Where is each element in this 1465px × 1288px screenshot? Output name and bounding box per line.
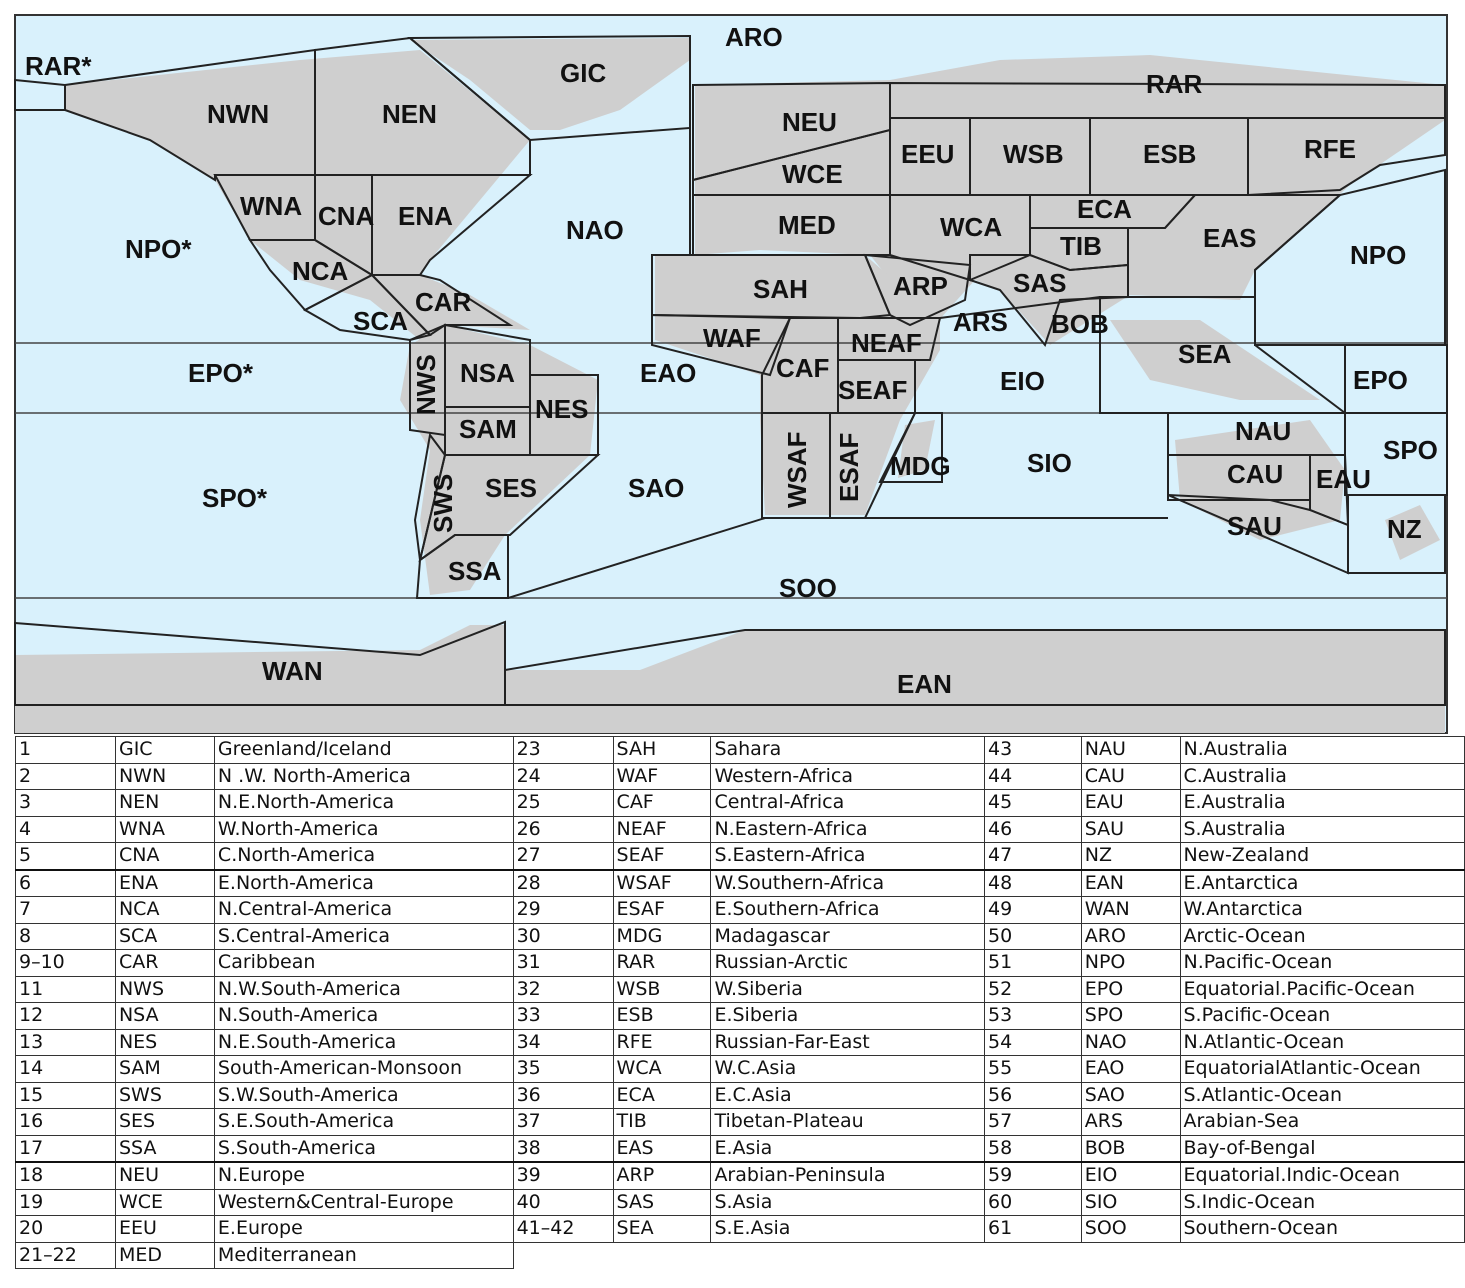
region-number-cell: 32 (513, 976, 613, 1003)
region-number-cell: 33 (513, 1003, 613, 1030)
label-SOO: SOO (779, 573, 837, 603)
label-EPO-star: EPO* (188, 358, 254, 388)
region-number-cell: 47 (985, 843, 1082, 870)
region-code-cell: ARO (1081, 923, 1180, 950)
label-WSAF: WSAF (782, 431, 812, 508)
region-code-cell: NEU (115, 1162, 214, 1189)
label-MED: MED (778, 210, 836, 240)
label-NAO: NAO (566, 215, 624, 245)
label-NEN: NEN (382, 99, 437, 129)
legend-body (16, 737, 1465, 1269)
region-code-cell: SAM (115, 1056, 214, 1083)
region-name-cell: Southern-Ocean (1180, 1216, 1465, 1243)
region-number-cell: 8 (16, 923, 116, 950)
region-code-cell: CAU (1081, 763, 1180, 790)
region-code-cell: SIO (1081, 1189, 1180, 1216)
legend-row (16, 950, 1465, 977)
region-name-cell: W.Antarctica (1180, 897, 1465, 924)
label-ECA: ECA (1077, 194, 1132, 224)
region-name-cell: W.Siberia (711, 976, 985, 1003)
region-number-cell: 57 (985, 1109, 1082, 1136)
region-code-cell: CAF (613, 790, 711, 817)
region-name-cell: N .W. North-America (214, 763, 513, 790)
legend-row (16, 1003, 1465, 1030)
region-code-cell: WSAF (613, 870, 711, 897)
region-name-cell: S.E.Asia (711, 1216, 985, 1243)
region-code-cell: ENA (115, 870, 214, 897)
region-name-cell: C.North-America (214, 843, 513, 870)
region-code-cell: MDG (613, 923, 711, 950)
region-number-cell: 17 (16, 1135, 116, 1162)
region-name-cell: S.Australia (1180, 816, 1465, 843)
region-name-cell: S.Asia (711, 1189, 985, 1216)
region-number-cell: 30 (513, 923, 613, 950)
region-code-cell: ESB (613, 1003, 711, 1030)
legend-row (16, 1029, 1465, 1056)
region-number-cell: 5 (16, 843, 116, 870)
label-EAN: EAN (897, 669, 952, 699)
region-name-cell: S.Pacific-Ocean (1180, 1003, 1465, 1030)
region-code-cell: CAR (115, 950, 214, 977)
label-GIC: GIC (560, 58, 607, 88)
region-code-cell: NEN (115, 790, 214, 817)
region-code-cell: EAU (1081, 790, 1180, 817)
region-name-cell: N.Eastern-Africa (711, 816, 985, 843)
region-name-cell: E.Australia (1180, 790, 1465, 817)
region-code-cell: WSB (613, 976, 711, 1003)
region-name-cell: Arctic-Ocean (1180, 923, 1465, 950)
region-code-cell: SAU (1081, 816, 1180, 843)
region-number-cell: 12 (16, 1003, 116, 1030)
region-code-cell: NAU (1081, 737, 1180, 764)
region-code-cell: WAF (613, 763, 711, 790)
legend-row (16, 1109, 1465, 1136)
region-name-cell: Equatorial.Pacific-Ocean (1180, 976, 1465, 1003)
label-EIO: EIO (1000, 366, 1045, 396)
label-NWN: NWN (207, 99, 270, 129)
region-code-cell: EIO (1081, 1162, 1180, 1189)
region-number-cell: 19 (16, 1189, 116, 1216)
region-number-cell: 16 (16, 1109, 116, 1136)
region-name-cell: S.Central-America (214, 923, 513, 950)
region-code-cell: SEAF (613, 843, 711, 870)
label-SES: SES (485, 473, 538, 503)
region-name-cell: N.E.North-America (214, 790, 513, 817)
region-number-cell: 61 (985, 1216, 1082, 1243)
region-number-cell: 24 (513, 763, 613, 790)
label-WNA: WNA (240, 191, 303, 221)
label-NEAF: NEAF (851, 328, 922, 358)
region-code-cell: NES (115, 1029, 214, 1056)
region-code-cell: SCA (115, 923, 214, 950)
region-number-cell: 31 (513, 950, 613, 977)
label-ARS: ARS (953, 307, 1008, 337)
region-name-cell: S.E.South-America (214, 1109, 513, 1136)
region-name-cell: Greenland/Iceland (214, 737, 513, 764)
label-EAU: EAU (1316, 464, 1371, 494)
region-code-cell: NCA (115, 897, 214, 924)
region-code-cell: NEAF (613, 816, 711, 843)
legend-row (16, 763, 1465, 790)
region-code-cell: NAO (1081, 1029, 1180, 1056)
label-SAH: SAH (753, 274, 808, 304)
label-SPO-star: SPO* (202, 483, 268, 513)
region-number-cell: 28 (513, 870, 613, 897)
legend-row (16, 1082, 1465, 1109)
region-name-cell: Western-Africa (711, 763, 985, 790)
region-name-cell: E.North-America (214, 870, 513, 897)
region-code-cell: WCE (115, 1189, 214, 1216)
label-EAO: EAO (640, 358, 697, 388)
region-number-cell: 15 (16, 1082, 116, 1109)
region-number-cell: 20 (16, 1216, 116, 1243)
region-code-cell: GIC (115, 737, 214, 764)
legend-row (16, 1216, 1465, 1243)
label-CAU: CAU (1227, 459, 1284, 489)
label-EPO: EPO (1353, 365, 1408, 395)
region-code-cell: SAS (613, 1189, 711, 1216)
region-number-cell: 51 (985, 950, 1082, 977)
region-name-cell: W.North-America (214, 816, 513, 843)
label-SWS: SWS (428, 473, 458, 533)
label-MDG: MDG (890, 451, 951, 481)
region-code-cell: SES (115, 1109, 214, 1136)
region-name-cell: N.Europe (214, 1162, 513, 1189)
region-number-cell: 7 (16, 897, 116, 924)
region-name-cell: C.Australia (1180, 763, 1465, 790)
label-CNA: CNA (318, 201, 375, 231)
region-name-cell: E.C.Asia (711, 1082, 985, 1109)
legend-row (16, 976, 1465, 1003)
legend-row (16, 1135, 1465, 1162)
label-SIO: SIO (1027, 448, 1072, 478)
label-TIB: TIB (1060, 231, 1102, 261)
region-name-cell: S.Eastern-Africa (711, 843, 985, 870)
region-number-cell: 59 (985, 1162, 1082, 1189)
region-name-cell: Equatorial.Indic-Ocean (1180, 1162, 1465, 1189)
region-number-cell: 45 (985, 790, 1082, 817)
label-ESB: ESB (1143, 139, 1197, 169)
region-number-cell: 18 (16, 1162, 116, 1189)
region-number-cell: 50 (985, 923, 1082, 950)
region-code-cell: NWN (115, 763, 214, 790)
region-name-cell: E.Antarctica (1180, 870, 1465, 897)
region-name-cell: EquatorialAtlantic-Ocean (1180, 1056, 1465, 1083)
region-code-cell: EPO (1081, 976, 1180, 1003)
label-SAM: SAM (459, 414, 517, 444)
region-code-cell: ESAF (613, 897, 711, 924)
region-number-cell: 27 (513, 843, 613, 870)
region-number-cell: 40 (513, 1189, 613, 1216)
region-number-cell: 44 (985, 763, 1082, 790)
label-SAU: SAU (1227, 511, 1282, 541)
region-name-cell: Arabian-Sea (1180, 1109, 1465, 1136)
legend-row (16, 1189, 1465, 1216)
region-code-cell: MED (115, 1242, 214, 1269)
region-code-cell: SWS (115, 1082, 214, 1109)
region-number-cell: 25 (513, 790, 613, 817)
region-code-cell: ARP (613, 1162, 711, 1189)
region-code-cell: WCA (613, 1056, 711, 1083)
region-number-cell: 49 (985, 897, 1082, 924)
region-name-cell: N.Pacific-Ocean (1180, 950, 1465, 977)
region-number-cell: 38 (513, 1135, 613, 1162)
region-name-cell: S.Indic-Ocean (1180, 1189, 1465, 1216)
region-code-cell: SAO (1081, 1082, 1180, 1109)
label-NSA: NSA (460, 358, 515, 388)
label-NPO: NPO (1350, 240, 1407, 270)
region-number-cell: 39 (513, 1162, 613, 1189)
region-code-cell: WAN (1081, 897, 1180, 924)
region-legend-table (15, 736, 1465, 1269)
region-number-cell: 26 (513, 816, 613, 843)
label-ENA: ENA (398, 201, 453, 231)
label-WSB: WSB (1003, 139, 1064, 169)
label-SAS: SAS (1013, 268, 1067, 298)
region-code-cell: EAS (613, 1135, 711, 1162)
region-code-cell: NWS (115, 976, 214, 1003)
region-code-cell: SAH (613, 737, 711, 764)
region-name-cell: W.C.Asia (711, 1056, 985, 1083)
label-SEAF: SEAF (838, 375, 908, 405)
label-ESAF: ESAF (834, 432, 864, 502)
label-NWS: NWS (411, 354, 441, 415)
label-SCA: SCA (353, 306, 408, 336)
region-number-cell: 48 (985, 870, 1082, 897)
region-number-cell: 29 (513, 897, 613, 924)
region-name-cell: N.Atlantic-Ocean (1180, 1029, 1465, 1056)
legend-row (16, 870, 1465, 897)
region-code-cell: ECA (613, 1082, 711, 1109)
region-code-cell: EAN (1081, 870, 1180, 897)
region-number-cell: 11 (16, 976, 116, 1003)
label-NPO-star: NPO* (125, 234, 192, 264)
region-code-cell: SEA (613, 1216, 711, 1243)
label-RAR: RAR (1146, 69, 1203, 99)
label-NAU: NAU (1235, 416, 1292, 446)
region-name-cell: E.Siberia (711, 1003, 985, 1030)
region-number-cell: 54 (985, 1029, 1082, 1056)
label-SSA: SSA (448, 556, 502, 586)
region-number-cell: 6 (16, 870, 116, 897)
region-number-cell: 3 (16, 790, 116, 817)
region-name-cell: South-American-Monsoon (214, 1056, 513, 1083)
legend-row (16, 923, 1465, 950)
region-name-cell: N.W.South-America (214, 976, 513, 1003)
label-NES: NES (535, 394, 589, 424)
region-name-cell: Caribbean (214, 950, 513, 977)
region-name-cell: S.W.South-America (214, 1082, 513, 1109)
label-SEA: SEA (1178, 339, 1232, 369)
region-name-cell: Tibetan-Plateau (711, 1109, 985, 1136)
legend-row (16, 790, 1465, 817)
region-name-cell: Central-Africa (711, 790, 985, 817)
region-number-cell: 35 (513, 1056, 613, 1083)
label-SPO: SPO (1383, 435, 1438, 465)
region-number-cell: 9–10 (16, 950, 116, 977)
region-number-cell: 60 (985, 1189, 1082, 1216)
label-NEU: NEU (782, 107, 837, 137)
region-name-cell: W.Southern-Africa (711, 870, 985, 897)
region-number-cell: 2 (16, 763, 116, 790)
region-code-cell: SPO (1081, 1003, 1180, 1030)
region-number-cell: 55 (985, 1056, 1082, 1083)
region-code-cell: RAR (613, 950, 711, 977)
region-number-cell: 46 (985, 816, 1082, 843)
region-number-cell: 1 (16, 737, 116, 764)
legend-row (16, 1242, 1465, 1269)
region-code-cell: WNA (115, 816, 214, 843)
label-BOB: BOB (1051, 309, 1109, 339)
region-code-cell: SOO (1081, 1216, 1180, 1243)
label-NZ: NZ (1387, 514, 1422, 544)
region-number-cell: 13 (16, 1029, 116, 1056)
region-number-cell: 52 (985, 976, 1082, 1003)
region-name-cell: Mediterranean (214, 1242, 513, 1269)
region-code-cell: BOB (1081, 1135, 1180, 1162)
label-ARP: ARP (893, 271, 948, 301)
region-code-cell: EAO (1081, 1056, 1180, 1083)
region-name-cell: Sahara (711, 737, 985, 764)
region-code-cell: SSA (115, 1135, 214, 1162)
region-name-cell: E.Europe (214, 1216, 513, 1243)
region-name-cell: Western&Central-Europe (214, 1189, 513, 1216)
region-number-cell: 34 (513, 1029, 613, 1056)
label-EAS: EAS (1203, 223, 1257, 253)
region-number-cell: 36 (513, 1082, 613, 1109)
region-name-cell: Russian-Arctic (711, 950, 985, 977)
region-code-cell: NPO (1081, 950, 1180, 977)
region-number-cell: 37 (513, 1109, 613, 1136)
region-number-cell: 14 (16, 1056, 116, 1083)
legend-row (16, 737, 1465, 764)
legend-row (16, 1162, 1465, 1189)
label-CAF: CAF (776, 353, 830, 383)
label-CAR: CAR (415, 287, 472, 317)
region-name-cell: N.E.South-America (214, 1029, 513, 1056)
region-number-cell: 4 (16, 816, 116, 843)
region-code-cell: ARS (1081, 1109, 1180, 1136)
label-EEU: EEU (901, 139, 955, 169)
region-name-cell: Madagascar (711, 923, 985, 950)
legend-row (16, 816, 1465, 843)
label-WAF: WAF (703, 323, 761, 353)
label-NCA: NCA (292, 256, 349, 286)
region-number-cell: 23 (513, 737, 613, 764)
region-name-cell: E.Asia (711, 1135, 985, 1162)
region-number-cell: 58 (985, 1135, 1082, 1162)
label-ARO: ARO (725, 22, 783, 52)
legend-row (16, 843, 1465, 870)
region-name-cell: N.Australia (1180, 737, 1465, 764)
region-number-cell: 53 (985, 1003, 1082, 1030)
region-code-cell: EEU (115, 1216, 214, 1243)
region-name-cell: New-Zealand (1180, 843, 1465, 870)
label-WCE: WCE (782, 159, 843, 189)
region-code-cell: NSA (115, 1003, 214, 1030)
region-name-cell: E.Southern-Africa (711, 897, 985, 924)
region-number-cell: 21–22 (16, 1242, 116, 1269)
region-code-cell: RFE (613, 1029, 711, 1056)
region-name-cell: S.Atlantic-Ocean (1180, 1082, 1465, 1109)
label-SAO: SAO (628, 473, 685, 503)
region-name-cell: Russian-Far-East (711, 1029, 985, 1056)
legend-row (16, 1056, 1465, 1083)
region-code-cell: NZ (1081, 843, 1180, 870)
label-RFE: RFE (1304, 134, 1356, 164)
region-number-cell: 56 (985, 1082, 1082, 1109)
region-number-cell: 43 (985, 737, 1082, 764)
label-WCA: WCA (940, 212, 1003, 242)
legend-table (15, 736, 1465, 1269)
legend-row (16, 897, 1465, 924)
region-number-cell: 41–42 (513, 1216, 613, 1243)
region-name-cell: S.South-America (214, 1135, 513, 1162)
region-code-cell: CNA (115, 843, 214, 870)
region-code-cell: TIB (613, 1109, 711, 1136)
label-RAR-star: RAR* (25, 51, 92, 81)
region-name-cell: Arabian-Peninsula (711, 1162, 985, 1189)
region-name-cell: N.South-America (214, 1003, 513, 1030)
label-WAN: WAN (262, 656, 323, 686)
region-name-cell: N.Central-America (214, 897, 513, 924)
region-name-cell: Bay-of-Bengal (1180, 1135, 1465, 1162)
